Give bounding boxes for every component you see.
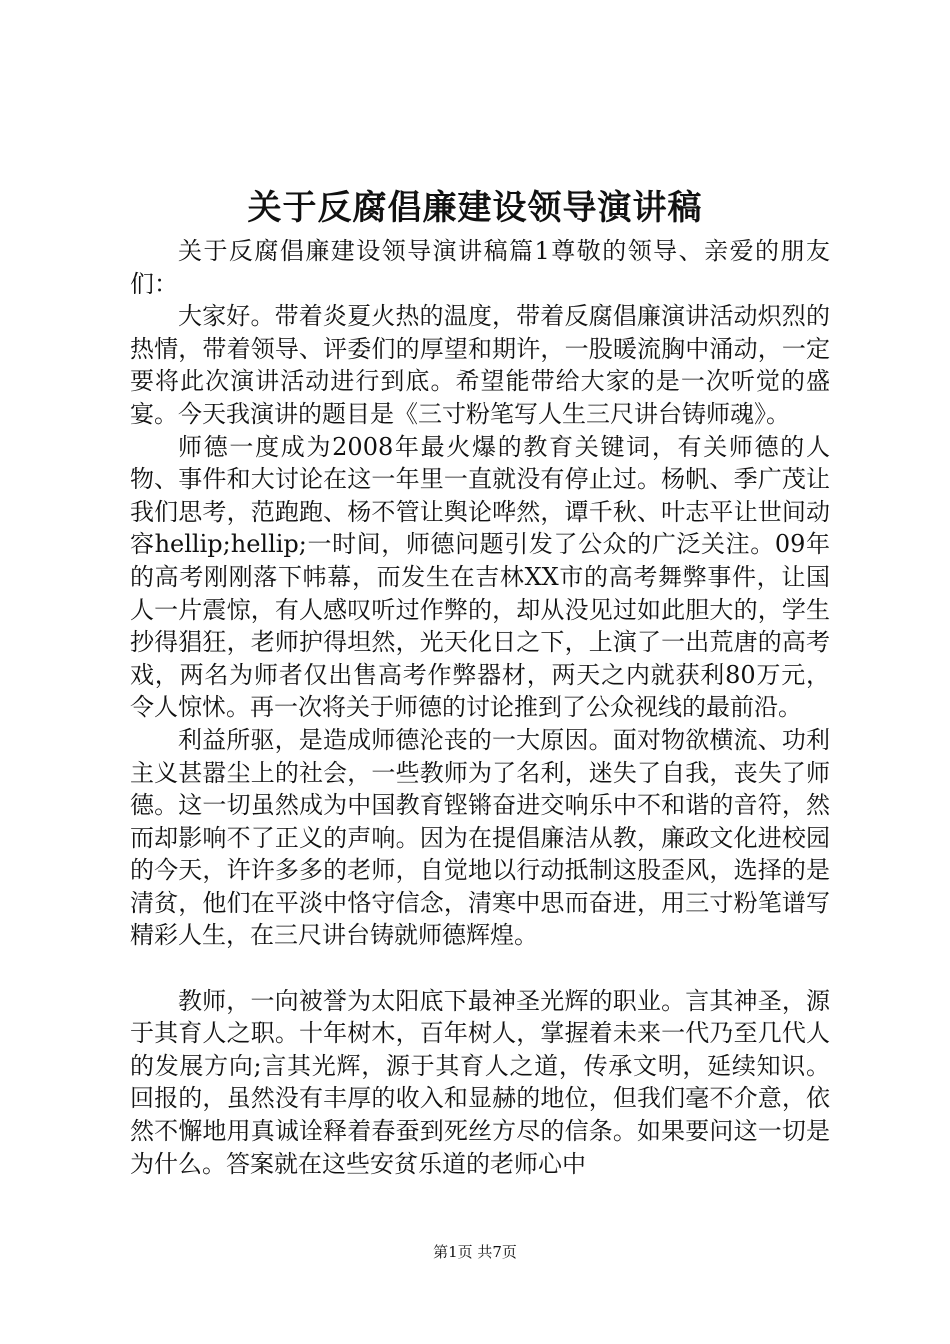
paragraph-interest: 利益所驱，是造成师德沦丧的一大原因。面对物欲横流、功利主义甚嚣尘上的社会，一些教师为了名利，迷失了自我，丧失了师德。这一切虽然成为中国教育铿锵奋进交响乐中不和谐的音符，然而却影响不了正义的声响。因为在提倡廉洁从教，廉政文化进校园的今天，许许多多的老师，自觉地以行动抵制这股歪风，选择的是清贫，他们在平淡中恪守信念，清寒中思而奋进，用三寸粉笔谱写精彩人生，在三尺讲台铸就师德辉煌。 xyxy=(130,725,830,950)
paragraph-teacher-ethics: 师德一度成为2008年最火爆的教育关键词，有关师德的人物、事件和大讨论在这一年里一直就没有停止过。杨帆、季广茂让我们思考，范跑跑、杨不管让舆论哗然，谭千秋、叶志平让世间动容hellip;hellip;一时间，师德问题引发了公众的广泛关注。09年的高考刚刚落下帏幕，而发生在吉林XX市的高考舞弊事件，让国人一片震惊，有人感叹听过作弊的，却从没见过如此胆大的，学生抄得猖狂，老师护得坦然，光天化日之下，上演了一出荒唐的高考戏，两名为师者仅出售高考作弊器材，两天之内就获利80万元，令人惊怵。再一次将关于师德的讨论推到了公众视线的最前沿。 xyxy=(130,432,830,722)
document-title: 关于反腐倡廉建设领导演讲稿 xyxy=(247,188,703,228)
paragraph-opening: 大家好。带着炎夏火热的温度，带着反腐倡廉演讲活动炽烈的热情，带着领导、评委们的厚望和期许，一股暖流胸中涌动，一定要将此次演讲活动进行到底。希望能带给大家的是一次听觉的盛宴。今天我演讲的题目是《三寸粉笔写人生三尺讲台铸师魂》。 xyxy=(130,302,830,428)
page-number: 第1页 共7页 xyxy=(433,1243,517,1261)
paragraph-teacher-profession: 教师，一向被誉为太阳底下最神圣光辉的职业。言其神圣，源于其育人之职。十年树木，百年树人，掌握着未来一代乃至几代人的发展方向;言其光辉，源于其育人之道，传承文明，延续知识。回报的，虽然没有丰厚的收入和显赫的地位，但我们毫不介意，依然不懈地用真诚诠释着春蚕到死丝方尽的信条。如果要问这一切是为什么。答案就在这些安贫乐道的老师心中 xyxy=(130,986,830,1178)
paragraph-spacer xyxy=(130,952,830,985)
paragraph-greeting: 关于反腐倡廉建设领导演讲稿篇1尊敬的领导、亲爱的朋友们： xyxy=(130,237,830,298)
document-body xyxy=(130,235,830,1180)
